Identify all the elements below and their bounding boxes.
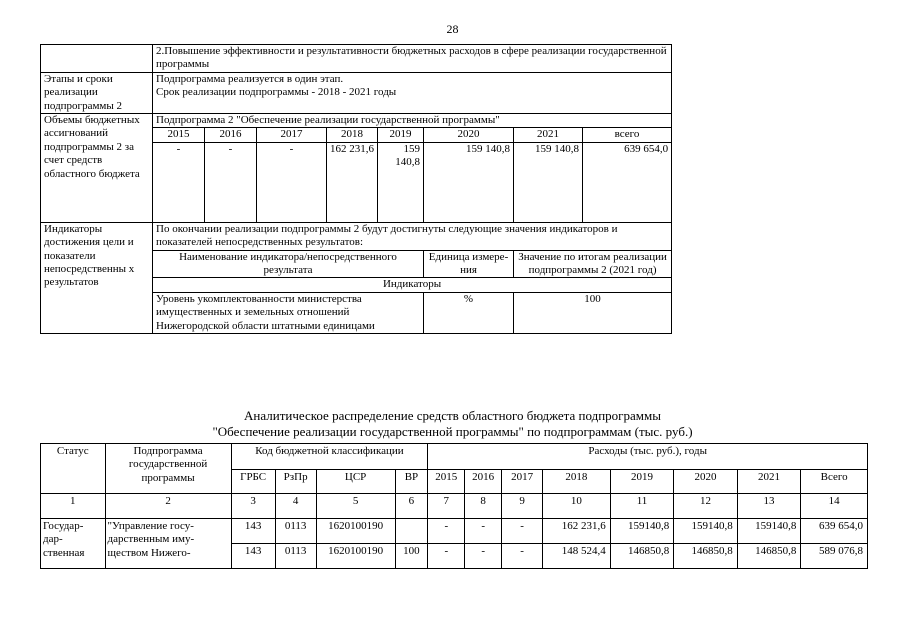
indicator-row-value: 100 [514,292,672,333]
col-number-1: 1 [41,494,106,519]
funding-year-2016: 2016 [205,128,257,142]
subprogram-cell: "Управление госу-дарственным иму-ществом Нижего- [105,519,231,569]
col-number-10: 10 [543,494,611,519]
funding-year-2017: 2017 [257,128,327,142]
indicator-row-name-text: Уровень укомплектованности министерства имущественных и земельных отношений Нижегородской области штатными единицами [156,292,375,332]
col-number-9: 9 [502,494,543,519]
col-2018: 2018 [543,470,611,494]
indicator-row-unit: % [424,292,514,333]
col-number-8: 8 [465,494,502,519]
funding-value-2019: 159 140,8 [378,142,424,222]
funding-year-2015: 2015 [153,128,205,142]
goal-text: 2.Повышение эффективности и результативности бюджетных расходов в сфере реализации государственной программы [153,45,672,73]
table-row-1-2015: - [428,519,465,544]
table-row-1-csr: 1620100190 [316,519,395,544]
col-grbs: ГРБС [231,470,275,494]
col-status: Статус [41,444,106,494]
col-2015: 2015 [428,470,465,494]
analytic-distribution-table [40,443,868,569]
table-row-2-2019: 146850,8 [610,544,674,569]
col-2020: 2020 [674,470,738,494]
subprogram-passport-table [40,44,672,334]
indicator-row-name [153,292,424,333]
analytic-title [0,408,905,439]
col-expenses: Расходы (тыс. руб.), годы [428,444,868,470]
col-2019: 2019 [610,470,674,494]
col-rzpr: РзПр [275,470,316,494]
funding-value-2015: - [153,142,205,222]
stages-line-1: Подпрограмма реализуется в один этап. [156,72,344,85]
col-total: Всего [801,470,868,494]
col-code: Код бюджетной классификации [231,444,428,470]
col-number-11: 11 [610,494,674,519]
table-row-1-2020: 159140,8 [674,519,738,544]
table-row-1-2017: - [502,519,543,544]
funding-value-2016: - [205,142,257,222]
table-row-2-2021: 146850,8 [737,544,801,569]
analytic-title-line-2: "Обеспечение реализации государственной программы" по подпрограммам (тыс. руб.) [212,423,693,439]
table-row-2-vr: 100 [395,544,428,569]
col-number-6: 6 [395,494,428,519]
indicator-col-name: Наименование индикатора/непосредственного результата [153,250,424,278]
col-number-14: 14 [801,494,868,519]
table-row-1-2016: - [465,519,502,544]
col-subprogram: Подпрограмма государственной программы [105,444,231,494]
funding-value-2021: 159 140,8 [514,142,583,222]
funding-value-2017: - [257,142,327,222]
table-row-1-2019: 159140,8 [610,519,674,544]
funding-title: Подпрограмма 2 "Обеспечение реализации государственной программы" [153,114,672,128]
table-row-1-vr [395,519,428,544]
table-row-1-rzpr: 0113 [275,519,316,544]
page-number: 28 [446,22,459,36]
table-row-1-2018: 162 231,6 [543,519,611,544]
col-vr: ВР [395,470,428,494]
table-row-2-total: 589 076,8 [801,544,868,569]
analytic-title-line-1: Аналитическое распределение средств областного бюджета подпрограммы [244,408,661,423]
indicator-col-value: Значение по итогам реализации подпрограммы 2 (2021 год) [514,250,672,278]
stages-label: Этапы и сроки реализации подпрограммы 2 [41,72,153,113]
col-2017: 2017 [502,470,543,494]
table-row-1-grbs: 143 [231,519,275,544]
stages-content [153,72,672,113]
table-row-2-rzpr: 0113 [275,544,316,569]
col-2016: 2016 [465,470,502,494]
funding-year-2021: 2021 [514,128,583,142]
col-number-7: 7 [428,494,465,519]
table-row-1-total: 639 654,0 [801,519,868,544]
col-number-2: 2 [105,494,231,519]
empty-cell [41,45,153,73]
col-number-4: 4 [275,494,316,519]
table-row-2-2015: - [428,544,465,569]
funding-year-total: всего [583,128,672,142]
indicators-section-title: Индикаторы [153,278,672,292]
stages-line-2: Срок реализации подпрограммы - 2018 - 2021 годы [156,86,397,99]
funding-year-2019: 2019 [378,128,424,142]
col-csr: ЦСР [316,470,395,494]
indicator-col-unit: Единица измере-ния [424,250,514,278]
table-row-2-2017: - [502,544,543,569]
indicators-label: Индикаторы достижения цели и показатели непосредственны х результатов [41,222,153,333]
table-row-2-2018: 148 524,4 [543,544,611,569]
funding-label: Объемы бюджетных ассигнований подпрограммы 2 за счет средств областного бюджета [41,114,153,223]
funding-value-2018: 162 231,6 [327,142,378,222]
funding-year-2020: 2020 [424,128,514,142]
col-number-12: 12 [674,494,738,519]
table-row-2-csr: 1620100190 [316,544,395,569]
funding-value-total: 639 654,0 [583,142,672,222]
table-row-2-2016: - [465,544,502,569]
col-number-13: 13 [737,494,801,519]
table-row-2-2020: 146850,8 [674,544,738,569]
funding-value-2020: 159 140,8 [424,142,514,222]
status-cell: Государ-дар-ственная [41,519,106,569]
col-number-3: 3 [231,494,275,519]
col-number-5: 5 [316,494,395,519]
table-row-1-2021: 159140,8 [737,519,801,544]
table-row-2-grbs: 143 [231,544,275,569]
funding-year-2018: 2018 [327,128,378,142]
indicators-intro: По окончании реализации подпрограммы 2 будут достигнуты следующие значения индикаторов и показателей непосредственных результатов: [153,222,672,250]
col-2021: 2021 [737,470,801,494]
